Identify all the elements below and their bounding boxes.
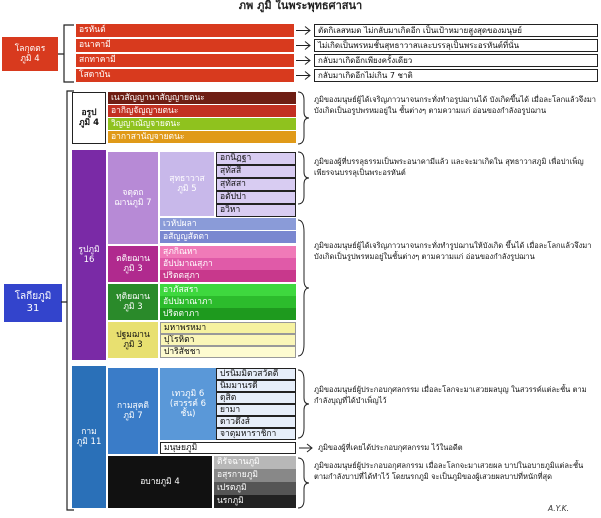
apaya-row-2: เปรตภูมิ xyxy=(214,482,296,495)
suddhavasa-row-0: อกนิฏฐา xyxy=(216,152,296,165)
lokuttara-label: โลกุตตร ภูมิ 4 xyxy=(2,37,58,71)
lokuttara-arrow-0 xyxy=(295,24,313,37)
lokuttara-arrow-1 xyxy=(295,39,313,52)
page-title: ภพ ภูมิ ในพระพุทธศาสนา xyxy=(238,0,363,12)
human-arrow xyxy=(298,441,316,455)
lokuttara-desc-3: กลับมาเกิดอีกไม่เกิน 7 ชาติ xyxy=(314,69,598,82)
deva-description: ภูมิของมนุษย์ผู้ประกอบกุศลกรรม เมื่อละโลกจะมาเสวยผลบุญ ในสวรรค์แต่ละชั้น ตามกำลังบุญที่ได้บำเพ็ญไว้ xyxy=(314,385,587,405)
kama-label: กาม ภูมิ 11 xyxy=(72,366,106,508)
suddhavasa-brace xyxy=(296,150,310,206)
rupa-group-3-row-1: ปุโรหิตา xyxy=(160,334,296,346)
rupa-group-3-row-2: ปาริสัชชา xyxy=(160,346,296,358)
arupa-row-0: เนวสัญญานาสัญญายตนะ xyxy=(108,92,296,104)
suddhavasa-row-2: สุทัสสา xyxy=(216,178,296,191)
suddhavasa-label: สุทธาวาส ภูมิ 5 xyxy=(160,152,214,216)
rupa-group-0-row-1: อสัญญสัตตา xyxy=(160,231,296,243)
rupa-group-label-3: ปฐมฌาน ภูมิ 3 xyxy=(108,322,158,358)
human-description: ภูมิของผู้ที่เคยได้ประกอบกุศลกรรม ไว้ในอดีต xyxy=(318,443,463,452)
deva-row-5: จาตุมหาราชิกา xyxy=(216,428,296,440)
rupa-description-top: ภูมิของผู้ที่บรรลุธรรมเป็นพระอนาคามีแล้ว และจะมาเกิดใน สุทธาวาสภูมิ เพื่อปาเพ็ญเพียรจนบรรลุเป็นพระอรหันต์ xyxy=(314,157,584,177)
rupa-group-label-2: ทุติยฌาน ภูมิ 3 xyxy=(108,284,158,320)
rupa-brace xyxy=(296,218,310,358)
arupa-row-3: อากาสานัญจายตนะ xyxy=(108,131,296,143)
lokiya-label: โลกียภูมิ 31 xyxy=(4,284,62,322)
rupa-group-2-row-0: อาภัสสรา xyxy=(160,284,296,296)
arupa-row-1: อากิญจัญญายตนะ xyxy=(108,105,296,117)
lokuttara-desc-1: ไม่เกิดเป็นพรหมชั้นสุทธาวาสและบรรลุเป็นพระอรหันต์ที่นั่น xyxy=(314,39,598,52)
deva-row-3: ยามา xyxy=(216,404,296,416)
rupa-group-label-1: ตติยฌาน ภูมิ 3 xyxy=(108,246,158,282)
rupa-group-2-row-2: ปริตตาภา xyxy=(160,308,296,320)
lokuttara-row-2: สกทาคามี xyxy=(76,54,294,67)
suddhavasa-row-3: อตัปปา xyxy=(216,191,296,204)
lokuttara-desc-0: ตัดกิเลสหมด ไม่กลับมาเกิดอีก เป็นเป้าหมายสูงสุดของมนุษย์ xyxy=(314,24,598,37)
deva-brace xyxy=(296,368,310,440)
deva-row-2: ดุสิต xyxy=(216,392,296,404)
lokuttara-desc-2: กลับมาเกิดอีกเพียงครั้งเดียว xyxy=(314,54,598,67)
deva-bhumi-label: เทวภูมิ 6 (สวรรค์ 6 ชั้น) xyxy=(160,368,216,440)
deva-row-0: ปรนิมมิตวสวัตตี xyxy=(216,368,296,380)
rupa-group-label-0: จตุตถ ฌานภูมิ 7 xyxy=(108,152,158,244)
rupa-group-0-row-0: เวหัปผลา xyxy=(160,218,296,230)
apaya-brace xyxy=(296,456,310,510)
lokuttara-arrow-3 xyxy=(295,69,313,82)
arupa-label: อรูป ภูมิ 4 xyxy=(72,92,106,144)
rupa-label: รูปภูมิ 16 xyxy=(72,150,106,360)
arupa-brace xyxy=(296,90,310,146)
rupa-group-3-row-0: มหาพรหมา xyxy=(160,322,296,334)
kama-sugati-label: กามสุคติ ภูมิ 7 xyxy=(108,368,158,454)
human-realm: มนุษยภูมิ xyxy=(160,442,296,454)
apaya-row-3: นรกภูมิ xyxy=(214,495,296,508)
deva-row-4: ดาวดึงส์ xyxy=(216,416,296,428)
rupa-group-2-row-1: อัปปมาณาภา xyxy=(160,296,296,308)
lokuttara-row-3: โสดาบัน xyxy=(76,69,294,82)
lokuttara-row-1: อนาคามี xyxy=(76,39,294,52)
deva-row-1: นิมมานรดี xyxy=(216,380,296,392)
apaya-row-1: อสุรกายภูมิ xyxy=(214,469,296,482)
rupa-group-1-row-1: อัปปมาณสุภา xyxy=(160,258,296,270)
arupa-description: ภูมิของมนุษย์ผู้ได้เจริญภาวนาจนกระทั่งทำอรูปฌานได้ บังเกิดขึ้นได้ เมื่อละโลกแล้วจึงมาบังเกิดเป็นอรูปพรหมอยู่ใน ชั้นต่างๆ ตามความแก่ อ่อนของกำลังอรูปฌาน xyxy=(314,95,596,115)
apaya-row-0: ติรัจฉานภูมิ xyxy=(214,456,296,469)
rupa-group-1-row-2: ปริตตสุภา xyxy=(160,270,296,282)
apaya-description: ภูมิของมนุษย์ผู้ประกอบอกุศลกรรม เมื่อละโลกจะมาเสวยผล บาปในอบายภูมิแต่ละชั้น ตามกำลังบาปที่ได้ทำไว้ โดยนรกภูมิ จะเป็นภูมิของผู้เสวยผลบาปที่หนักที่สุด xyxy=(314,461,584,481)
suddhavasa-row-4: อวิหา xyxy=(216,204,296,217)
signature: A.Y.K. xyxy=(548,504,569,513)
suddhavasa-row-1: สุทัสสี xyxy=(216,165,296,178)
lokuttara-arrow-2 xyxy=(295,54,313,67)
apaya-label: อบายภูมิ 4 xyxy=(108,456,212,508)
lokuttara-row-0: อรหันต์ xyxy=(76,24,294,37)
arupa-row-2: วิญญาณัญจายตนะ xyxy=(108,118,296,130)
lokuttara-bracket xyxy=(56,22,76,86)
rupa-description-bottom: ภูมิของมนุษย์ผู้ได้เจริญภาวนาจนกระทั่งทำรูปฌานให้บังเกิด ขึ้นได้ เมื่อละโลกแล้วจึงมาบังเกิดเป็นรูปพรหมอยู่ในชั้นต่างๆ ตามความแก่ อ่อนของกำลังรูปฌาน xyxy=(314,241,592,261)
rupa-group-1-row-0: สุภกิณหา xyxy=(160,246,296,258)
